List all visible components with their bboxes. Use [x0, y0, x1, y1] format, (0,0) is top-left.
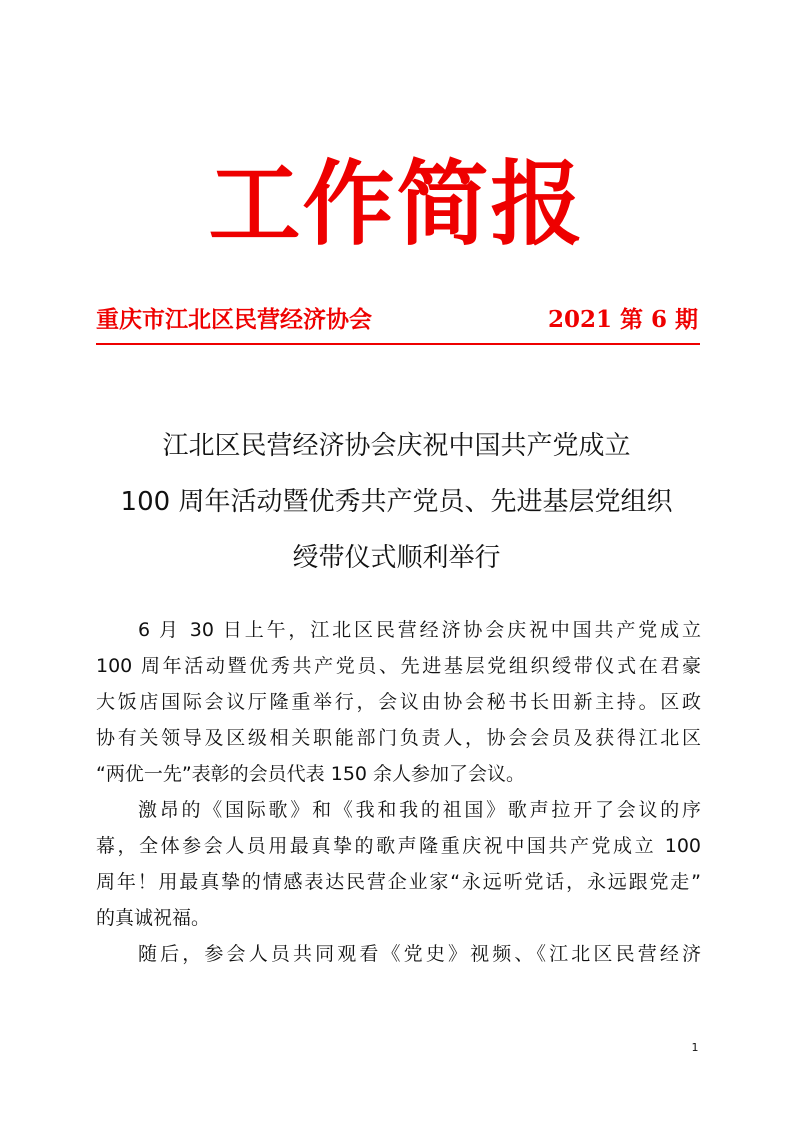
body-line: 大饭店国际会议厅隆重举行，会议由协会秘书长田新主持。区政 [96, 691, 701, 713]
article-title [60, 418, 733, 586]
body-line: 激昂的《国际歌》和《我和我的祖国》歌声拉开了会议的序 [138, 799, 701, 821]
paragraph-3 [96, 936, 701, 972]
issue-number: 2021 第 6 期 [547, 306, 698, 333]
body-line: 6 月 30 日上午，江北区民营经济协会庆祝中国共产党成立 [138, 619, 701, 641]
body-line: 协有关领导及区级相关职能部门负责人，协会会员及获得江北区 [96, 727, 701, 749]
paragraph-1 [96, 612, 701, 792]
organization-name: 重庆市江北区民营经济协会 [96, 306, 372, 333]
body-line: “两优一先”表彰的会员代表 150 余人参加了会议。 [96, 763, 526, 785]
page-number: 1 [691, 1041, 699, 1054]
paragraph-2 [96, 792, 701, 936]
body-line: 的真诚祝福。 [96, 907, 211, 929]
title-line: 100 周年活动暨优秀共产党员、先进基层党组织 [120, 487, 673, 517]
masthead-title: 工作简报 [208, 151, 585, 258]
article-body [96, 612, 701, 972]
header-info-line [96, 300, 698, 340]
title-line: 绶带仪式顺利举行 [292, 543, 501, 573]
body-line: 随后，参会人员共同观看《党史》视频、《江北区民营经济 [138, 943, 701, 965]
body-line: 100 周年活动暨优秀共产党员、先进基层党组织绶带仪式在君豪 [96, 655, 701, 677]
body-line: 幕，全体参会人员用最真挚的歌声隆重庆祝中国共产党成立 100 [96, 835, 701, 857]
body-line: 周年！用最真挚的情感表达民营企业家“永远听党话，永远跟党走” [96, 871, 701, 893]
title-line: 江北区民营经济协会庆祝中国共产党成立 [162, 431, 631, 461]
header-divider [96, 343, 700, 345]
